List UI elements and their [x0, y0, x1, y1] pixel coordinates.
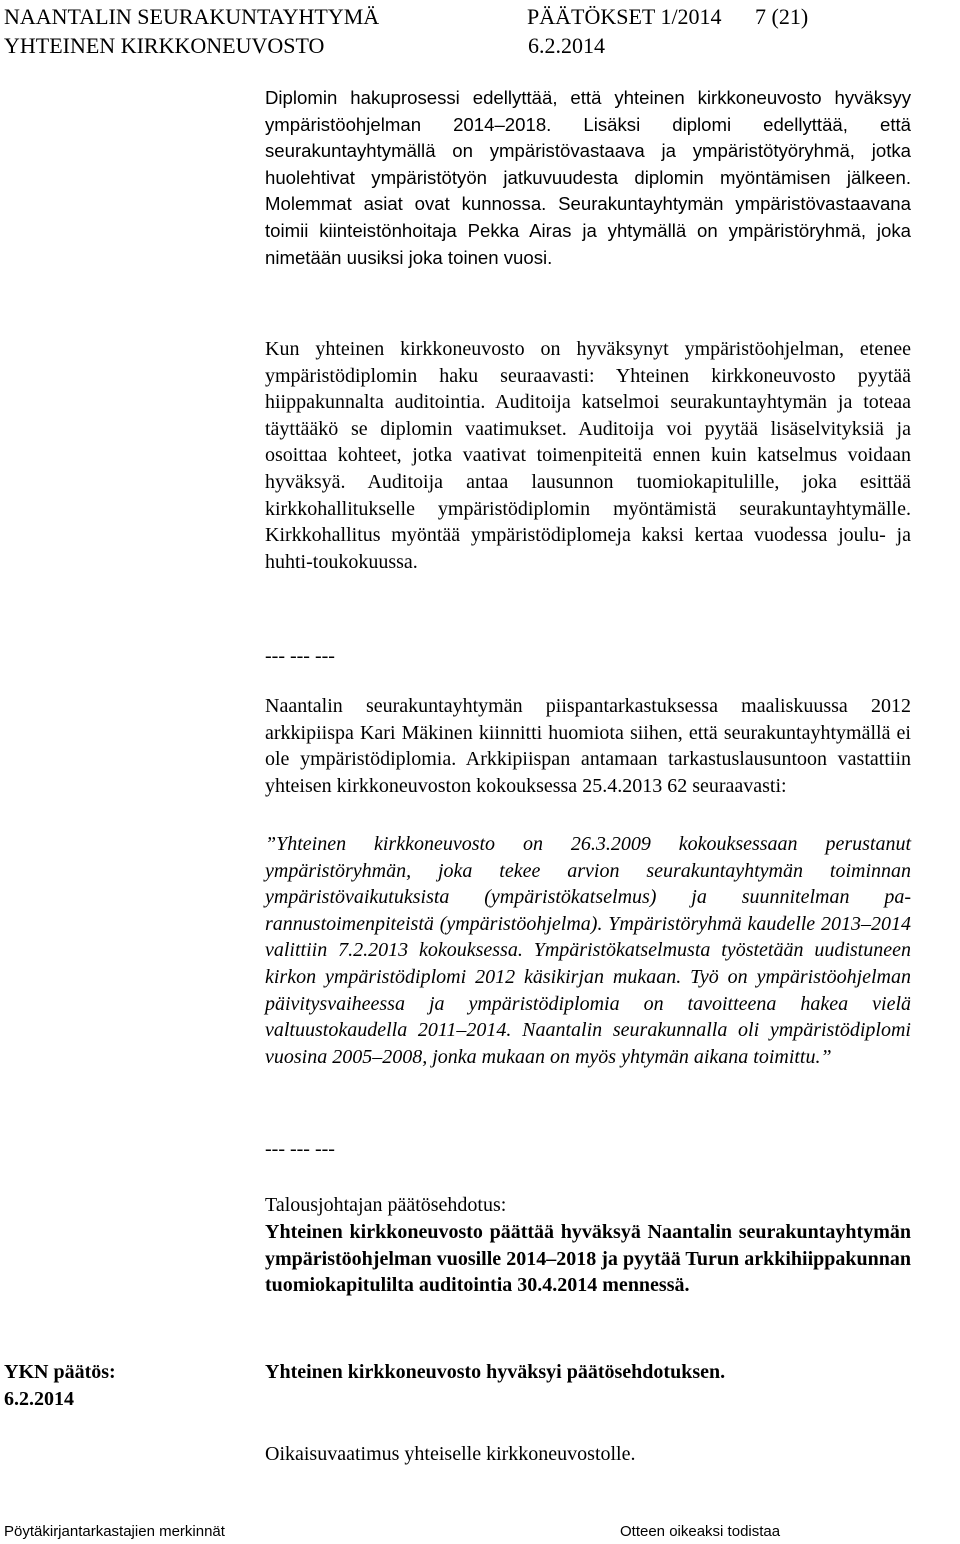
certification-label: Otteen oikeaksi todistaa	[620, 1523, 781, 1540]
section-separator: --- --- ---	[265, 1138, 335, 1160]
body-name: YHTEINEN KIRKKONEUVOSTO	[4, 33, 325, 58]
quoted-statement: ”Yhteinen kirkkoneuvosto on 26.3.2009 kokouksessaan perustanut ympäristöryhmän, joka tekee arvion seurakuntayhtymän toiminnan ympäristövaikutuksista (ympäristökatselmus) ja suunnitelman parannustoimenpiteistä (ympäristöohjelma). Ympäristöryhmä kaudelle 2013–2014 valittiin 7.2.2013 kokouksessa. Ympäristökatselmusta työstetään uudistuneen kirkon ympäristödiplomi 2012 käsikirjan mukaan. Työ on ympäristöohjelman päivitysvaiheessa ja ympäristödiplomia on tavoitteena hakea vielä valtuustokaudella 2011–2014. Naantalin seurakunnalla oli ympäristödiplomi vuosina 2005–2008, jonka mukaan on myös yhtymän aikana toimittu.”	[265, 833, 911, 1068]
reviewers-notes-label: Pöytäkirjantarkastajien merkinnät	[4, 1523, 225, 1540]
decision-text: Yhteinen kirkkoneuvosto hyväksyi päätösehdotuksen.	[265, 1361, 726, 1383]
page-number: 7 (21)	[755, 4, 809, 29]
paragraph-application-steps: Kun yhteinen kirkkoneuvosto on hyväksynyt ympäristöohjelman, etenee ympäristödiplomin haku seuraavasti: Yhteinen kirkkoneuvosto pyytää hiippakunnalta auditointia. Auditoija katselmoi seurakuntayhtymän ja toteaa täyttääkö se diplomin vaatimukset. Auditoija voi pyytää lisäselvityksiä ja osoittaa kohteet, jotka vaativat toimenpiteitä ennen kuin katselmus voidaan hyväksyä. Auditoija antaa lausunnon tuomiokapitulille, joka esittää kirkkohallitukselle ympäristödiplomin myöntämistä seurakuntayhtymälle. Kirkkohallitus myöntää ympäristödiplomeja kaksi kertaa vuodessa joulu- ja huhti-toukokuussa.	[265, 338, 911, 573]
proposal-text: Yhteinen kirkkoneuvosto päättää hyväksyä Naantalin seurakuntayhtymän ympäristöohjelman vuosille 2014–2018 ja pyytää Turun arkkihiippakunnan tuomiokapitulilta auditointia 30.4.2014 mennessä.	[265, 1221, 911, 1297]
decision-date: 6.2.2014	[4, 1388, 74, 1410]
proposal-heading: Talousjohtajan päätösehdotus:	[265, 1194, 507, 1216]
paragraph-visitation: Naantalin seurakuntayhtymän piispantarkastuksessa maaliskuussa 2012 arkkipiispa Kari Mäkinen kiinnitti huomiota siihen, että seurakuntayhtymällä ei ole ympäristödiplomia. Arkkipiispan antamaan tarkastuslausuntoon vastattiin yhteisen kirkkoneuvoston kokouksessa 25.4.2013 62 seuraavasti:	[265, 695, 911, 797]
meeting-date: 6.2.2014	[528, 33, 605, 58]
section-separator: --- --- ---	[265, 645, 335, 667]
decisions-number: PÄÄTÖKSET 1/2014	[527, 4, 722, 29]
paragraph-diploma-process: Diplomin hakuprosessi edellyttää, että yhteinen kirkkoneuvosto hyväksyy ympäristöohjelman 2014–2018. Lisäksi diplomi edellyttää, että seurakuntayhtymällä on ympäristövastaava ja ympäristötyöryhmä, jotka huolehtivat ympäristötyön jatkuvuudesta diplomin myöntämisen jälkeen. Molemmat asiat ovat kunnossa. Seurakuntayhtymän ympäristövastaavana toimii kiinteistönhoitaja Pekka Airas ja yhtymällä on ympäristöryhmä, joka nimetään uusiksi joka toinen vuosi.	[265, 87, 911, 268]
decision-label: YKN päätös:	[4, 1361, 116, 1383]
organization-name: NAANTALIN SEURAKUNTAYHTYMÄ	[4, 4, 380, 29]
appeal-instruction: Oikaisuvaatimus yhteiselle kirkkoneuvostolle.	[265, 1443, 636, 1465]
